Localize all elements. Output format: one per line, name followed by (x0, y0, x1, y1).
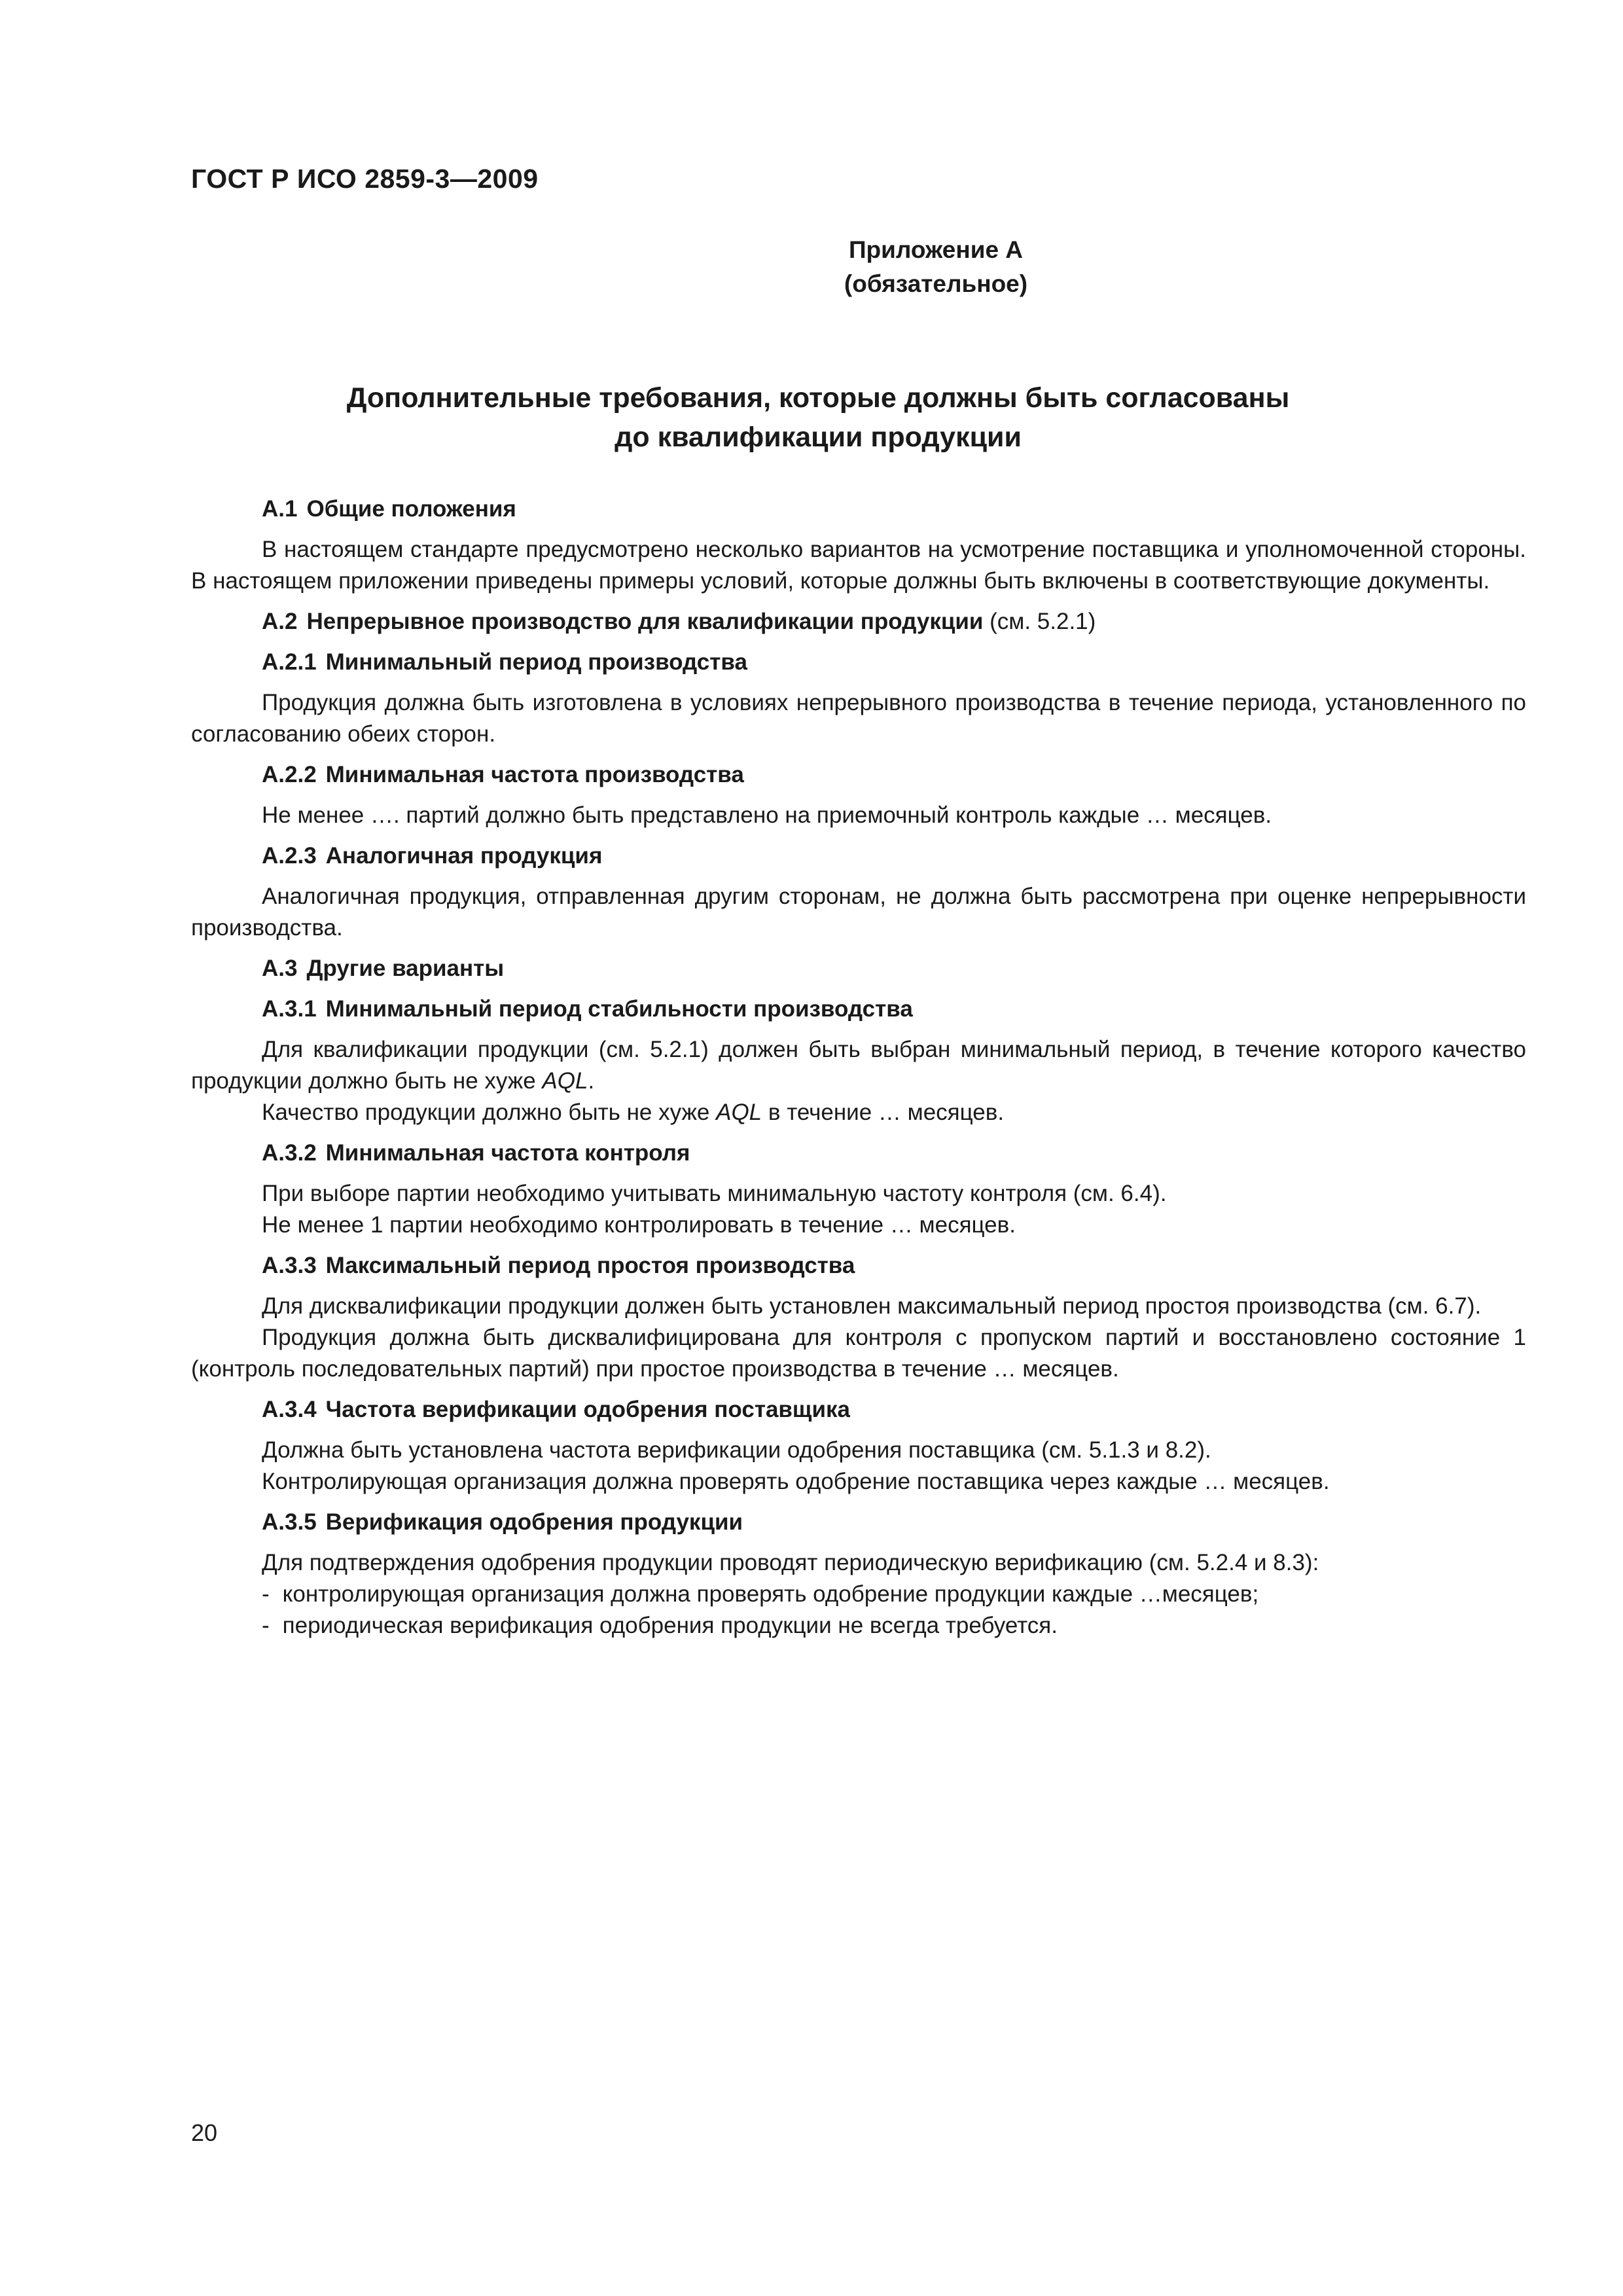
appendix-title-line1: Дополнительные требования, которые должны быть согласованы (346, 382, 1290, 414)
section-title: Минимальный период производства (325, 649, 747, 675)
paragraph-a32-1: При выборе партии необходимо учитывать минимальную частоту контроля (см. 6.4). (262, 1181, 1167, 1206)
section-title: Минимальный период стабильности производства (325, 996, 913, 1022)
appendix-label: Приложение А (848, 236, 1024, 263)
section-number: А.3.2 (262, 1140, 317, 1166)
section-number: А.1 (262, 496, 298, 522)
text-run: Качество продукции должно быть не хуже (262, 1100, 717, 1125)
section-heading-a1 (191, 493, 1526, 525)
section-title: Непрерывное производство для квалификации продукции (306, 609, 984, 634)
section-number: А.2.1 (262, 649, 317, 675)
paragraph-a34-2: Контролирующая организация должна проверять одобрение поставщика через каждые … месяцев. (262, 1469, 1330, 1494)
text-run: Для квалификации продукции (см. 5.2.1) должен быть выбран минимальный период, в течение которого качество продукции должно быть не хуже (191, 1037, 1526, 1094)
section-number: А.3.3 (262, 1253, 317, 1278)
appendix-title (314, 378, 1322, 457)
section-title: Верификация одобрения продукции (325, 1509, 743, 1535)
section-heading-a2 (191, 606, 1526, 637)
paragraph-a34-1: Должна быть установлена частота верификации одобрения поставщика (см. 5.1.3 и 8.2). (262, 1437, 1211, 1463)
section-heading-a34 (191, 1394, 1526, 1426)
paragraph-a1: В настоящем стандарте предусмотрено несколько вариантов на усмотрение поставщика и уполномоченной стороны. В настоящем приложении приведены примеры условий, которые должны быть включены в соответствующие документы. (191, 537, 1526, 594)
appendix-status: (обязательное) (844, 270, 1028, 297)
section-heading-a35 (191, 1507, 1526, 1538)
section-heading-a3 (191, 953, 1526, 984)
section-title: Аналогичная продукция (325, 843, 603, 869)
paragraph-a23: Аналогичная продукция, отправленная другим сторонам, не должна быть рассмотрена при оценке непрерывности производства. (191, 884, 1526, 941)
paragraph-a33-1: Для дисквалификации продукции должен быть установлен максимальный период простоя производства (см. 6.7). (262, 1293, 1482, 1319)
aql-term: AQL (542, 1068, 588, 1094)
paragraph-a21: Продукция должна быть изготовлена в условиях непрерывного производства в течение периода, установленного по согласованию обеих сторон. (191, 690, 1526, 747)
paragraph-a31-1 (191, 1034, 1526, 1097)
document-code: ГОСТ Р ИСО 2859-3—2009 (191, 164, 539, 194)
section-number: А.3 (262, 956, 298, 981)
section-number: А.3.1 (262, 996, 317, 1022)
paragraph-a35-1: Для подтверждения одобрения продукции проводят периодическую верификацию (см. 5.2.4 и 8.3): (262, 1550, 1319, 1575)
section-title: Минимальная частота контроля (325, 1140, 690, 1166)
section-reference: (см. 5.2.1) (990, 609, 1096, 634)
section-heading-a23 (191, 840, 1526, 872)
list-item-text: контролирующая организация должна проверять одобрение продукции каждые …месяцев; (282, 1581, 1259, 1607)
appendix-content (191, 493, 1526, 1641)
section-title: Общие положения (306, 496, 516, 522)
section-heading-a22 (191, 759, 1526, 791)
section-heading-a32 (191, 1138, 1526, 1169)
paragraph-a33-2: Продукция должна быть дисквалифицирована для контроля с пропуском партий и восстановлено состояние 1 (контроль последовательных партий) при простое производства в течение … месяцев. (191, 1325, 1526, 1382)
appendix-heading (753, 233, 1119, 301)
list-item (191, 1610, 1526, 1641)
text-run: в течение … месяцев. (762, 1100, 1005, 1125)
section-number: А.2.2 (262, 762, 317, 787)
section-number: А.3.4 (262, 1397, 317, 1422)
page-number: 20 (191, 2119, 218, 2146)
section-title: Максимальный период простоя производства (325, 1253, 855, 1278)
aql-term: AQL (716, 1100, 762, 1125)
section-number: А.2.3 (262, 843, 317, 869)
section-title: Минимальная частота производства (325, 762, 744, 787)
section-title: Другие варианты (306, 956, 505, 981)
list-item-text: периодическая верификация одобрения продукции не всегда требуется. (282, 1613, 1058, 1638)
section-heading-a21 (191, 647, 1526, 678)
section-title: Частота верификации одобрения поставщика (325, 1397, 850, 1422)
section-heading-a31 (191, 994, 1526, 1025)
section-heading-a33 (191, 1250, 1526, 1282)
text-run: . (588, 1068, 595, 1094)
paragraph-a22: Не менее …. партий должно быть представлено на приемочный контроль каждые … месяцев. (262, 802, 1272, 828)
dash-marker: - (262, 1613, 270, 1638)
section-number: А.3.5 (262, 1509, 317, 1535)
dash-marker: - (262, 1581, 270, 1607)
appendix-title-line2: до квалификации продукции (615, 422, 1022, 453)
paragraph-a32-2: Не менее 1 партии необходимо контролировать в течение … месяцев. (262, 1212, 1016, 1238)
paragraph-a31-2 (191, 1097, 1526, 1128)
section-number: А.2 (262, 609, 298, 634)
list-item (191, 1579, 1526, 1610)
